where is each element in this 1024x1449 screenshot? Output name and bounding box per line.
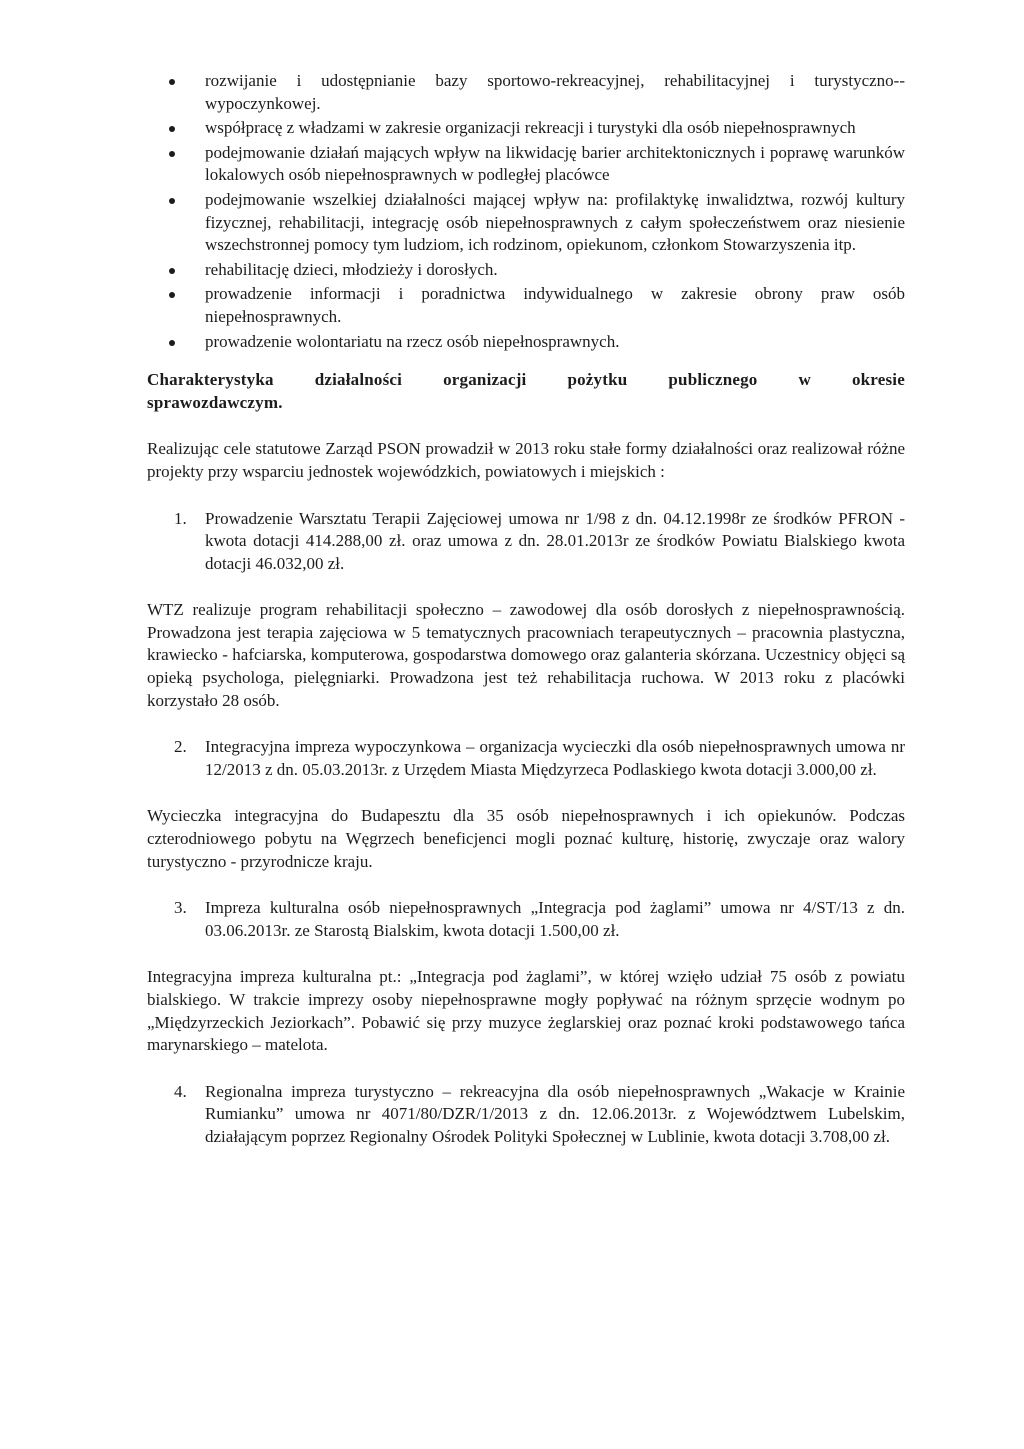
item-number: 1. (174, 508, 187, 528)
item-text: Impreza kulturalna osób niepełnosprawnych „Integracja pod żaglami” umowa nr 4/ST/13 z dn. 03.06.2013r. ze Starostą Bialskim, kwota dotacji 1.500,00 zł. (205, 898, 905, 940)
project-item (147, 897, 905, 942)
project-description: Wycieczka integracyjna do Budapesztu dla 35 osób niepełnosprawnych i ich opiekunów. Podczas czterodniowego pobytu na Węgrzech beneficjenci mogli poznać kulturę, historię, zwyczaje oraz walory turystyczno - przyrodnicze kraju. (147, 806, 905, 871)
section-heading (147, 369, 905, 414)
list-item: rozwijanie i udostępnianie bazy sportowo-rekreacyjnej, rehabilitacyjnej i turystyczno--wypoczynkowej. (147, 70, 905, 115)
bullet-icon (169, 292, 175, 298)
heading-line: Charakterystyka działalności organizacji pożytku publicznego w okresie (147, 370, 905, 390)
list-item: współpracę z władzami w zakresie organizacji rekreacji i turystyki dla osób niepełnosprawnych (147, 117, 905, 140)
project-item (147, 736, 905, 781)
goals-list (147, 70, 905, 353)
item-text: Regionalna impreza turystyczno – rekreacyjna dla osób niepełnosprawnych „Wakacje w Krainie Rumianku” umowa nr 4071/80/DZR/1/2013 z dn. 12.06.2013r. z Województwem Lubelskim, działającym poprzez Regionalny Ośrodek Polityki Społecznej w Lublinie, kwota dotacji 3.708,00 zł. (205, 1081, 905, 1146)
bullet-icon (169, 151, 175, 157)
list-item: prowadzenie informacji i poradnictwa indywidualnego w zakresie obrony praw osób niepełnosprawnych. (147, 283, 905, 328)
bullet-icon (169, 268, 175, 274)
item-number: 4. (174, 1081, 187, 1101)
intro-paragraph: Realizując cele statutowe Zarząd PSON prowadził w 2013 roku stałe formy działalności oraz realizował różne projekty przy wsparciu jednostek wojewódzkich, powiatowych i miejskich : (147, 439, 905, 481)
item-text: Prowadzenie Warsztatu Terapii Zajęciowej umowa nr 1/98 z dn. 04.12.1998r ze środków PFRON - kwota dotacji 414.288,00 zł. oraz umowa z dn. 28.01.2013r ze środków Powiatu Bialskiego kwota dotacji 46.032,00 zł. (205, 508, 905, 573)
bullet-icon (169, 126, 175, 132)
project-item (147, 1081, 905, 1149)
project-description: Integracyjna impreza kulturalna pt.: „Integracja pod żaglami”, w której wzięło udział 75 osób z powiatu bialskiego. W trakcie imprezy osoby niepełnosprawne mogły popływać na różnym sprzęcie wodnym po „Międzyrzeckich Jeziorkach”. Pobawić się przy muzyce żeglarskiej oraz poznać kroki podstawowego tańca marynarskiego – matelota. (147, 967, 905, 1055)
item-text: Integracyjna impreza wypoczynkowa – organizacja wycieczki dla osób niepełnosprawnych umowa nr 12/2013 z dn. 05.03.2013r. z Urzędem Miasta Międzyrzeca Podlaskiego kwota dotacji 3.000,00 zł. (205, 737, 905, 779)
list-item: podejmowanie wszelkiej działalności mającej wpływ na: profilaktykę inwalidztwa, rozwój kultury fizycznej, rehabilitacji, integrację osób niepełnosprawnych z całym społeczeństwem oraz niesienie wszechstronnej pomocy tym ludziom, ich rodzinom, opiekunom, członkom Stowarzyszenia itp. (147, 189, 905, 257)
list-item: prowadzenie wolontariatu na rzecz osób niepełnosprawnych. (147, 331, 905, 354)
bullet-icon (169, 198, 175, 204)
project-item (147, 508, 905, 576)
list-item: podejmowanie działań mających wpływ na likwidację barier architektonicznych i poprawę warunków lokalowych osób niepełnosprawnych w podległej placówce (147, 142, 905, 187)
heading-line: sprawozdawczym. (147, 392, 283, 412)
bullet-icon (169, 79, 175, 85)
item-number: 3. (174, 898, 187, 918)
project-description: WTZ realizuje program rehabilitacji społeczno – zawodowej dla osób dorosłych z niepełnosprawnością. Prowadzona jest terapia zajęciowa w 5 tematycznych pracowniach terapeutycznych – pracownia plastyczna, krawiecko - hafciarska, komputerowa, gospodarstwa domowego oraz galanteria skórzana. Uczestnicy objęci są opieką psychologa, pielęgniarki. Prowadzona jest też rehabilitacja ruchowa. W 2013 roku z placówki korzystało 28 osób. (147, 600, 905, 710)
document-body (147, 70, 905, 1149)
bullet-icon (169, 340, 175, 346)
list-item: rehabilitację dzieci, młodzieży i dorosłych. (147, 259, 905, 282)
item-number: 2. (174, 737, 187, 757)
